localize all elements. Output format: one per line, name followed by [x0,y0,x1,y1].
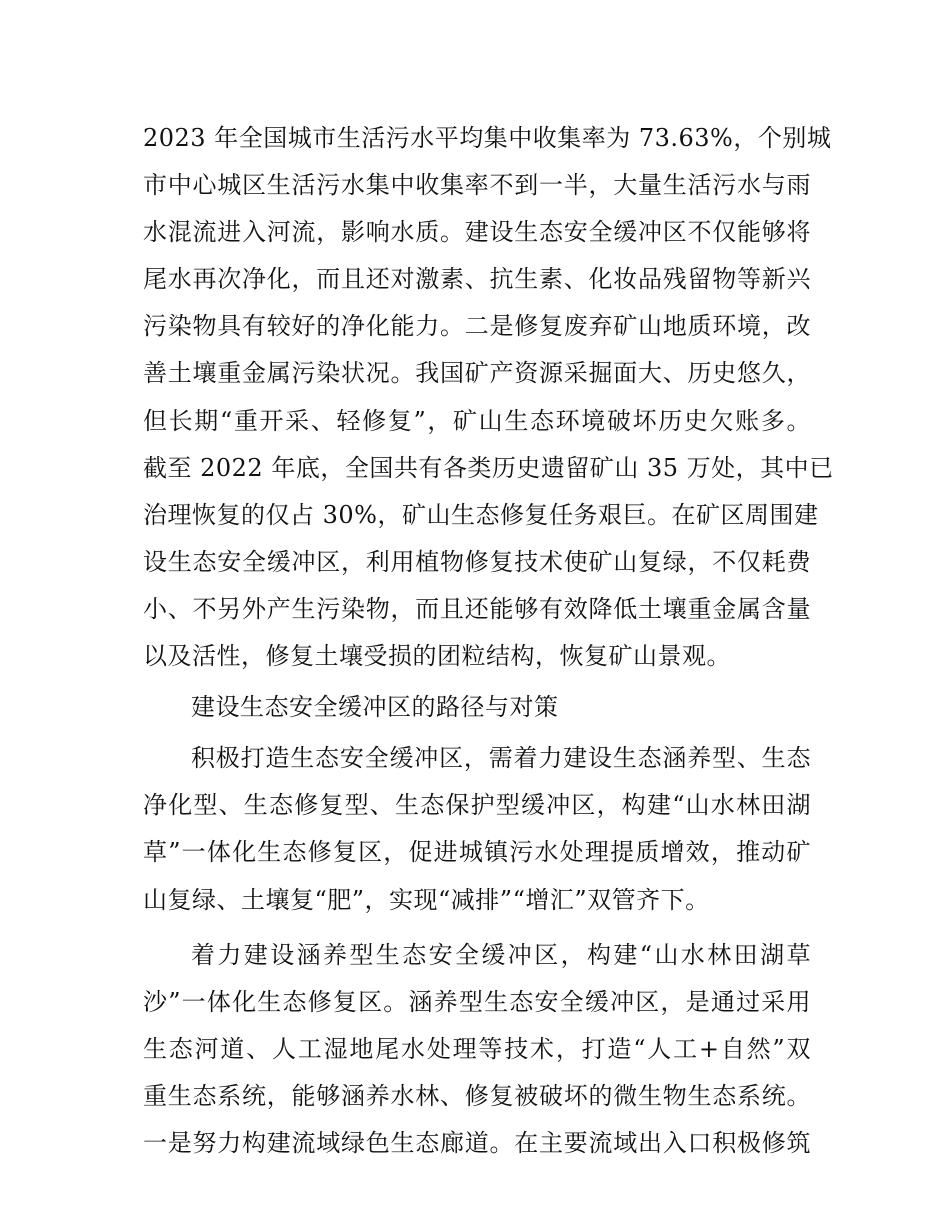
text-line: 2023 年全国城市生活污水平均集中收集率为 73.63%，个别城 [143,124,832,152]
text-line: 污染物具有较好的净化能力。二是修复废弃矿山地质环境，改 [143,312,811,341]
text-line: 善土壤重金属污染状况。我国矿产资源采掘面大、历史悠久， [143,359,811,388]
paragraph-strategy [143,735,811,923]
text-line: 积极打造生态安全缓冲区，需着力建设生态涵养型、生态 [191,744,811,773]
text-line: 设生态安全缓冲区，利用植物修复技术使矿山复绿，不仅耗费 [143,547,811,576]
text-line: 山复绿、土壤复“肥”，实现“减排”“增汇”双管齐下。 [143,885,710,914]
text-line: 着力建设涵养型生态安全缓冲区，构建“山水林田湖草 [191,940,811,969]
text-line: 市中心城区生活污水集中收集率不到一半，大量生活污水与雨 [143,171,811,200]
text-line: 水混流进入河流，影响水质。建设生态安全缓冲区不仅能够将 [143,218,811,247]
text-line: 一是努力构建流域绿色生态廊道。在主要流域出入口积极修筑 [143,1128,811,1157]
text-line: 治理恢复的仅占 30%，矿山生态修复任务艰巨。在矿区周围建 [143,500,819,529]
text-line: 沙”一体化生态修复区。涵养型生态安全缓冲区，是通过采用 [143,987,811,1016]
text-line: 草”一体化生态修复区，促进城镇污水处理提质增效，推动矿 [143,838,811,867]
text-line: 小、不另外产生污染物，而且还能够有效降低土壤重金属含量 [143,594,811,623]
text-line: 生态河道、人工湿地尾水处理等技术，打造“人工+自然”双 [143,1034,811,1063]
document-body [143,115,834,1167]
paragraph-continuation [143,115,834,680]
text-line: 尾水再次净化，而且还对激素、抗生素、化妆品残留物等新兴 [143,265,811,294]
section-heading: 建设生态安全缓冲区的路径与对策 [191,693,559,722]
paragraph-conservation [143,932,811,1167]
text-line: 重生态系统，能够涵养水林、修复被破坏的微生物生态系统。 [143,1081,811,1110]
paragraph-gap [143,924,811,932]
text-line: 截至 2022 年底，全国共有各类历史遗留矿山 35 万处，其中已 [143,453,834,482]
text-line: 但长期“重开采、轻修复”，矿山生态环境破坏历史欠账多。 [143,406,811,435]
text-line: 以及活性，修复土壤受损的团粒结构，恢复矿山景观。 [143,642,731,671]
text-line: 净化型、生态修复型、生态保护型缓冲区，构建“山水林田湖 [143,791,811,820]
